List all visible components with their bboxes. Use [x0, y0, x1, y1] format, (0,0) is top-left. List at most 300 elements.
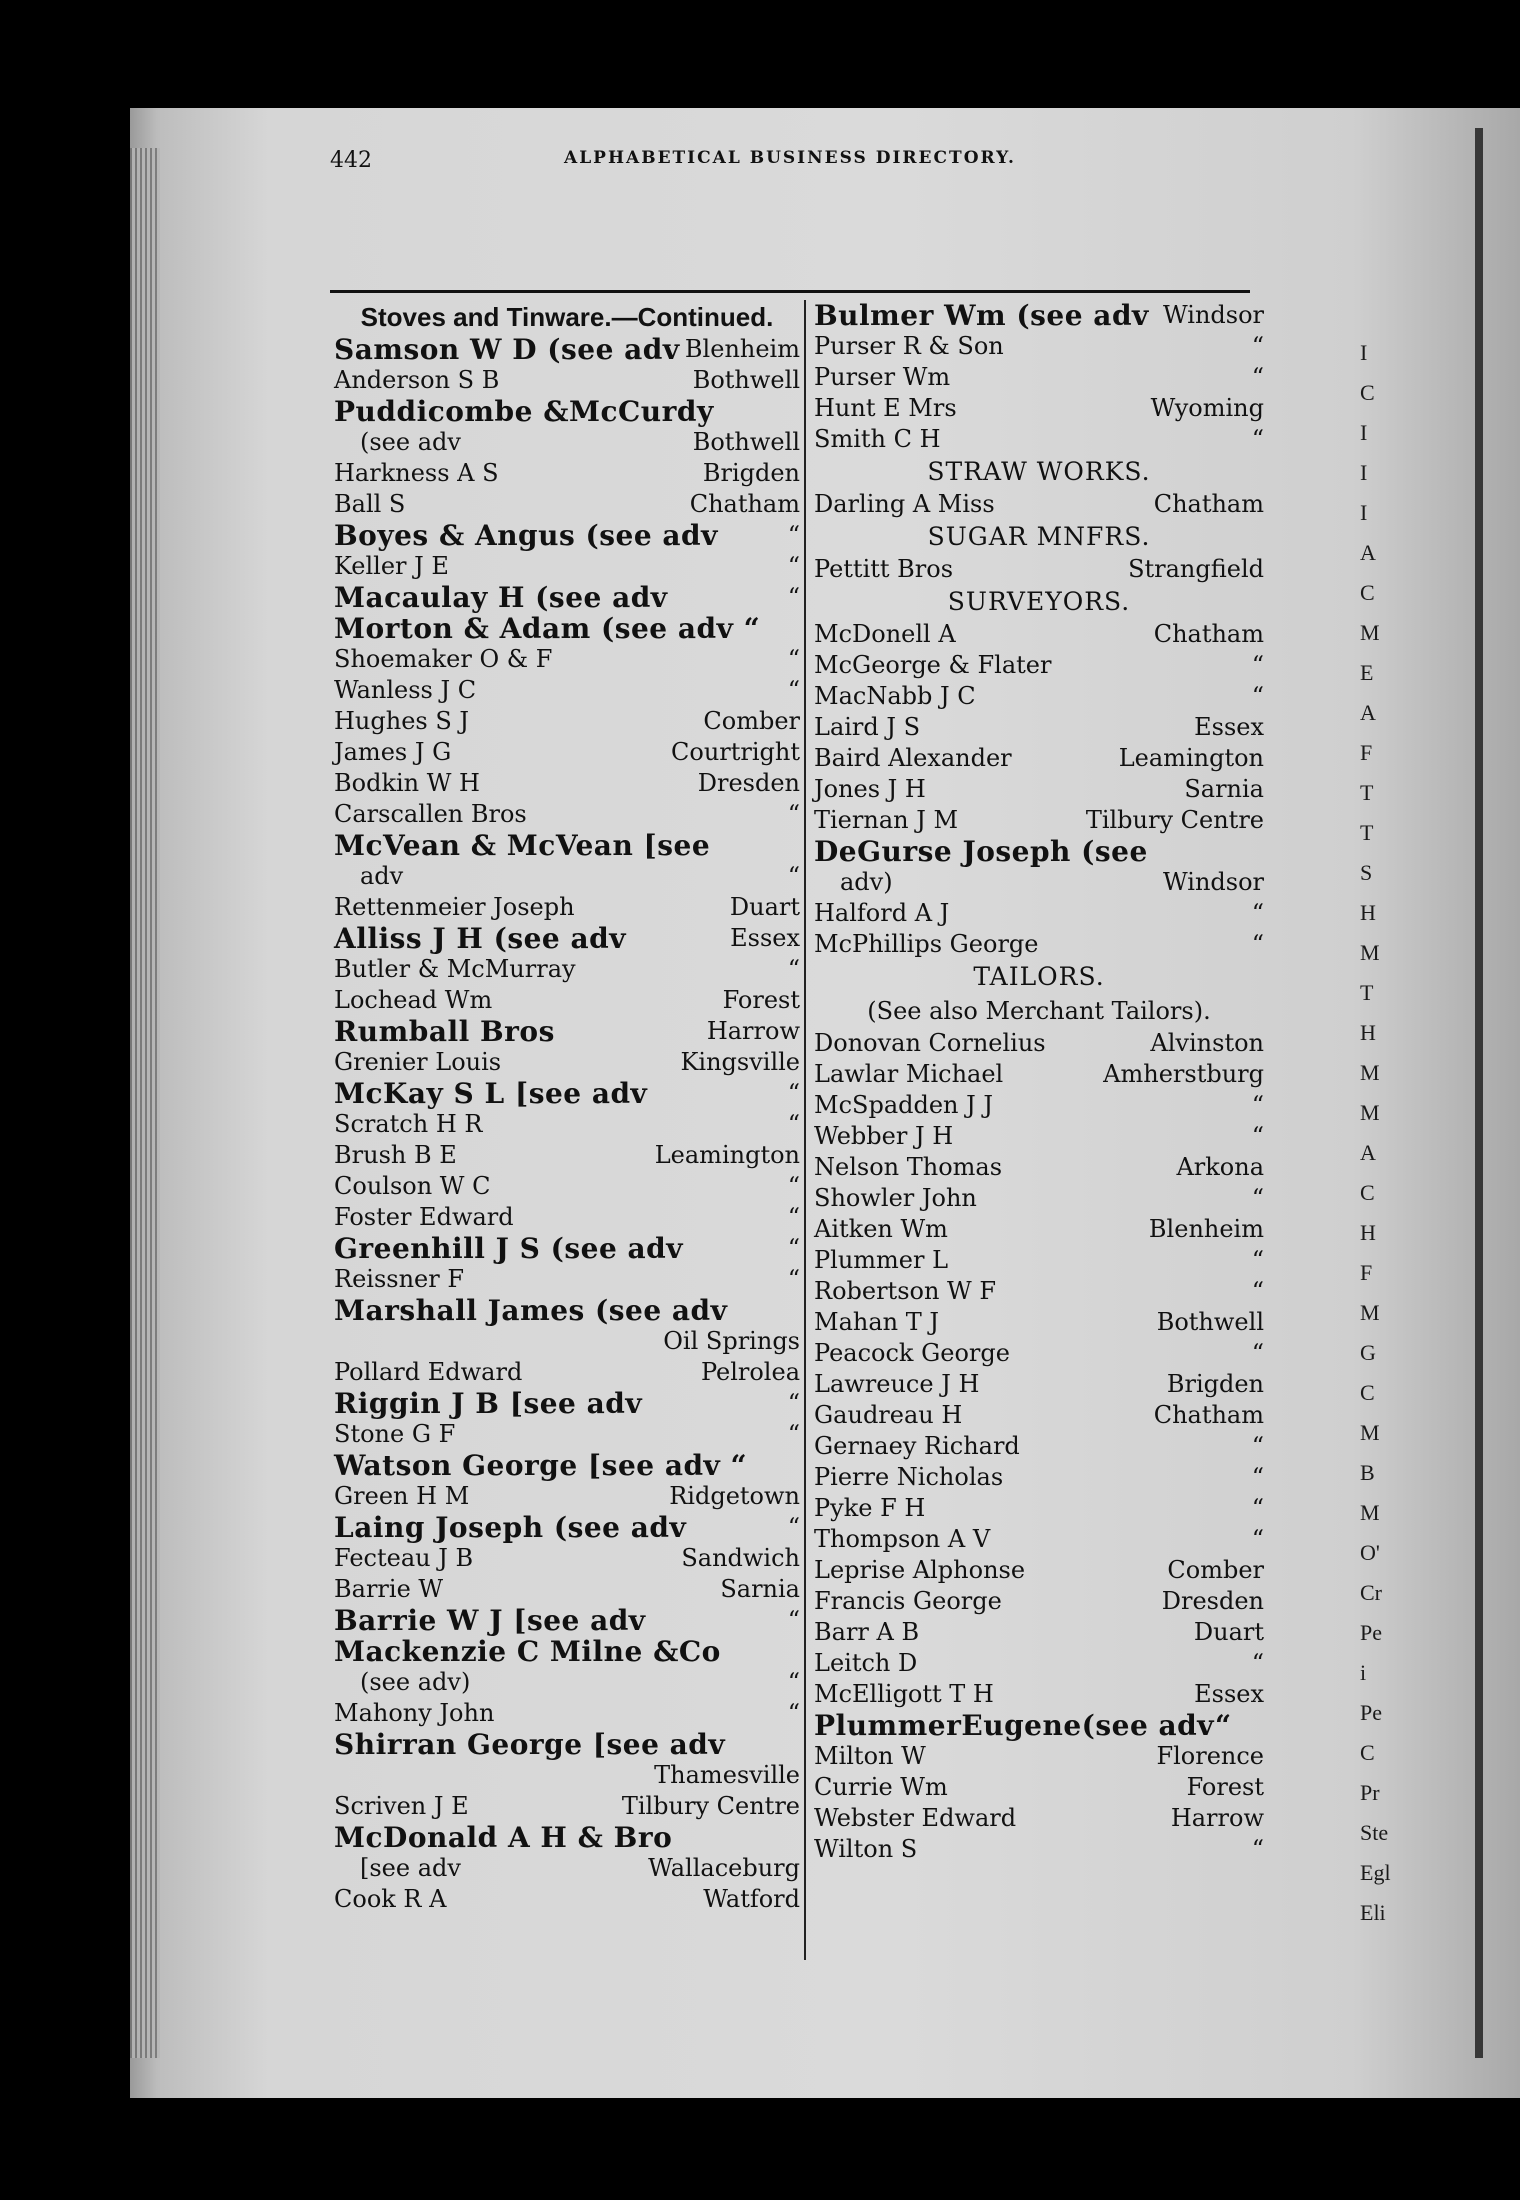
entry-place: “: [1251, 1122, 1264, 1150]
directory-entry: [334, 1574, 800, 1605]
directory-entry: [334, 396, 800, 427]
facing-page-fragment: F: [1360, 1260, 1373, 1285]
facing-page-fragment: C: [1360, 1740, 1375, 1765]
directory-entry: [814, 1772, 1264, 1803]
section-heading: SUGAR MNFRS.: [927, 522, 1151, 551]
entry-place: Bothwell: [692, 366, 800, 394]
entry-name: Nelson Thomas: [814, 1153, 1003, 1181]
facing-page-fragment: M: [1360, 1100, 1380, 1125]
entry-place: “: [1251, 332, 1264, 360]
entry-name: Pettitt Bros: [814, 555, 954, 583]
entry-place: “: [1251, 1835, 1264, 1863]
right-column: [814, 300, 1264, 1865]
entry-place: “: [787, 676, 800, 704]
facing-page-fragment: M: [1360, 1300, 1380, 1325]
directory-entry: [814, 1648, 1264, 1679]
column-divider: [804, 300, 806, 1960]
directory-entry: [334, 644, 800, 675]
entry-name: Leitch D: [814, 1649, 918, 1677]
entry-place: Essex: [1194, 713, 1264, 741]
entry-place: “: [1251, 930, 1264, 958]
directory-entry: [814, 681, 1264, 712]
directory-entry: [814, 1400, 1264, 1431]
entry-name: Donovan Cornelius: [814, 1029, 1046, 1057]
entry-place: Wyoming: [1150, 394, 1264, 422]
entry-name: Carscallen Bros: [334, 800, 527, 828]
entry-place: “: [787, 1079, 800, 1107]
entry-name: McElligott T H: [814, 1680, 994, 1708]
entry-name: Scriven J E: [334, 1792, 469, 1820]
directory-entry: [814, 1245, 1264, 1276]
facing-page-fragment: M: [1360, 940, 1380, 965]
entry-name: adv: [360, 862, 404, 890]
entry-name: Mahony John: [334, 1699, 495, 1727]
entry-place: “: [1251, 1246, 1264, 1274]
entry-place: “: [787, 645, 800, 673]
entry-place: “: [787, 955, 800, 983]
entry-name: Wanless J C: [334, 676, 477, 704]
facing-page-fragment: C: [1360, 1380, 1375, 1405]
entry-name: Purser Wm: [814, 363, 951, 391]
directory-entry: [814, 805, 1264, 836]
facing-page-fragment: M: [1360, 620, 1380, 645]
directory-entry: [334, 582, 800, 613]
entry-name: Coulson W C: [334, 1172, 491, 1200]
directory-entry: [814, 1121, 1264, 1152]
entry-name: Pollard Edward: [334, 1358, 523, 1386]
directory-entry: [334, 489, 800, 520]
directory-entry: [334, 1326, 800, 1357]
entry-place: “: [787, 1699, 800, 1727]
entry-place: Pelrolea: [700, 1358, 800, 1386]
directory-entry: [334, 1822, 800, 1853]
entry-name: Shoemaker O & F: [334, 645, 553, 673]
entry-name: McDonell A: [814, 620, 956, 648]
entry-place: Essex: [1194, 1680, 1264, 1708]
entry-name: Gernaey Richard: [814, 1432, 1020, 1460]
facing-page-fragment: O': [1360, 1540, 1380, 1565]
facing-page-fragment: C: [1360, 380, 1375, 405]
facing-page-fragment: Pe: [1360, 1620, 1382, 1645]
directory-entry: [334, 613, 800, 644]
entry-place: “: [787, 1265, 800, 1293]
directory-entry: [814, 424, 1264, 455]
entry-name: Keller J E: [334, 552, 449, 580]
entry-name: McPhillips George: [814, 930, 1039, 958]
facing-page-fragment: Ste: [1360, 1820, 1389, 1845]
entry-name: Mackenzie C Milne &Co: [334, 1635, 721, 1668]
entry-place: Florence: [1156, 1742, 1264, 1770]
directory-entry: [814, 1803, 1264, 1834]
entry-name: Greenhill J S (see adv: [334, 1232, 684, 1265]
entry-place: “: [1251, 1091, 1264, 1119]
entry-name: Shirran George [see adv: [334, 1728, 726, 1761]
directory-entry: [334, 1729, 800, 1760]
directory-entry: [334, 799, 800, 830]
entry-name: Barrie W J [see adv: [334, 1604, 646, 1637]
facing-page-fragment: C: [1360, 1180, 1375, 1205]
entry-place: Oil Springs: [663, 1327, 800, 1355]
directory-entry: [334, 892, 800, 923]
directory-entry: [334, 1016, 800, 1047]
entry-name: Lochead Wm: [334, 986, 493, 1014]
entry-name: Laing Joseph (see adv: [334, 1511, 687, 1544]
entry-place: Blenheim: [684, 335, 800, 363]
entry-place: Tilbury Centre: [1085, 806, 1264, 834]
facing-page-fragment: H: [1360, 1220, 1376, 1245]
directory-entry: [334, 1419, 800, 1450]
entry-name: Reissner F: [334, 1265, 464, 1293]
entry-place: Chatham: [1153, 1401, 1264, 1429]
entry-name: Barr A B: [814, 1618, 920, 1646]
entry-name: Webster Edward: [814, 1804, 1017, 1832]
directory-entry: [814, 1338, 1264, 1369]
entry-name: Rettenmeier Joseph: [334, 893, 575, 921]
directory-entry: [334, 1233, 800, 1264]
entry-place: Amherstburg: [1103, 1060, 1264, 1088]
directory-entry: [334, 768, 800, 799]
directory-entry: [814, 393, 1264, 424]
entry-name: Brush B E: [334, 1141, 457, 1169]
directory-entry: [334, 427, 800, 458]
entry-place: Harrow: [1170, 1804, 1264, 1832]
entry-place: Sarnia: [1184, 775, 1264, 803]
directory-entry: [814, 774, 1264, 805]
entry-place: Leamington: [1118, 744, 1264, 772]
entry-place: Duart: [1193, 1618, 1264, 1646]
entry-place: Tilbury Centre: [621, 1792, 800, 1820]
entry-name: Jones J H: [814, 775, 926, 803]
directory-entry: [334, 1853, 800, 1884]
entry-place: “: [787, 1110, 800, 1138]
directory-entry: [814, 1679, 1264, 1710]
facing-page-fragment: M: [1360, 1420, 1380, 1445]
entry-name: Stone G F: [334, 1420, 456, 1448]
entry-place: Arkona: [1176, 1153, 1264, 1181]
entry-place: Blenheim: [1148, 1215, 1264, 1243]
entry-name: [see adv: [360, 1854, 461, 1882]
entry-name: Mahan T J: [814, 1308, 939, 1336]
entry-name: McSpadden J J: [814, 1091, 994, 1119]
entry-place: “: [787, 1606, 800, 1634]
entry-place: Alvinston: [1150, 1029, 1264, 1057]
directory-entry: [814, 1431, 1264, 1462]
directory-entry: [814, 489, 1264, 520]
directory-entry: [814, 1834, 1264, 1865]
entry-place: Bothwell: [1156, 1308, 1264, 1336]
entry-place: Leamington: [654, 1141, 800, 1169]
directory-entry: [334, 923, 800, 954]
entry-place: “: [787, 552, 800, 580]
entry-name: McKay S L [see adv: [334, 1077, 648, 1110]
facing-page-fragment: T: [1360, 780, 1374, 805]
page-header: [330, 148, 1250, 182]
entry-name: Morton & Adam (see adv “: [334, 612, 761, 645]
facing-page-fragment: I: [1360, 420, 1368, 445]
entry-name: Aitken Wm: [814, 1215, 948, 1243]
entry-name: McGeorge & Flater: [814, 651, 1052, 679]
directory-entry: [814, 1059, 1264, 1090]
directory-entry: [814, 1183, 1264, 1214]
entry-place: Sandwich: [681, 1544, 800, 1572]
directory-entry: [334, 1667, 800, 1698]
facing-page-fragment: B: [1360, 1460, 1375, 1485]
facing-page-edge: [1360, 0, 1520, 2200]
directory-entry: [814, 619, 1264, 650]
directory-entry: [814, 1586, 1264, 1617]
directory-entry: [334, 1109, 800, 1140]
entry-place: Brigden: [702, 459, 800, 487]
entry-place: “: [787, 1668, 800, 1696]
entry-place: “: [787, 583, 800, 611]
entry-name: DeGurse Joseph (see: [814, 835, 1148, 868]
directory-entry: [334, 706, 800, 737]
entry-name: Fecteau J B: [334, 1544, 474, 1572]
section-heading: STRAW WORKS.: [927, 457, 1151, 486]
directory-entry: [814, 1741, 1264, 1772]
entry-name: Bulmer Wm (see adv: [814, 299, 1149, 332]
directory-entry: [334, 1450, 800, 1481]
entry-place: “: [787, 1389, 800, 1417]
entry-place: Forest: [1186, 1773, 1264, 1801]
entry-place: Essex: [730, 924, 800, 952]
directory-entry: [334, 551, 800, 582]
directory-entry: [814, 898, 1264, 929]
entry-place: “: [787, 1420, 800, 1448]
entry-place: “: [1251, 651, 1264, 679]
directory-entry: [814, 867, 1264, 898]
directory-entry: [334, 334, 800, 365]
facing-page-fragment: M: [1360, 1060, 1380, 1085]
directory-entry: [334, 1171, 800, 1202]
entry-name: Watson George [see adv “: [334, 1449, 748, 1482]
entry-place: Thamesville: [654, 1761, 800, 1789]
entry-place: Dresden: [697, 769, 800, 797]
entry-place: Chatham: [1153, 620, 1264, 648]
directory-entry: [814, 1152, 1264, 1183]
entry-place: “: [787, 862, 800, 890]
entry-place: Chatham: [689, 490, 800, 518]
directory-entry: [334, 1760, 800, 1791]
entry-place: “: [1251, 1432, 1264, 1460]
entry-name: Boyes & Angus (see adv: [334, 519, 718, 552]
directory-entry: [814, 1493, 1264, 1524]
page-edge-stack: [130, 148, 160, 2058]
directory-entry: [334, 1047, 800, 1078]
entry-name: Riggin J B [see adv: [334, 1387, 643, 1420]
entry-name: Hughes S J: [334, 707, 470, 735]
entry-name: Macaulay H (see adv: [334, 581, 668, 614]
entry-name: PlummerEugene(see adv“: [814, 1709, 1232, 1742]
entry-place: “: [1251, 1494, 1264, 1522]
directory-entry: [814, 331, 1264, 362]
entry-name: James J G: [334, 738, 452, 766]
directory-entry: [334, 737, 800, 768]
entry-name: Purser R & Son: [814, 332, 1004, 360]
entry-name: Webber J H: [814, 1122, 954, 1150]
directory-entry: [814, 362, 1264, 393]
facing-page-fragment: T: [1360, 980, 1374, 1005]
section-heading: SURVEYORS.: [947, 587, 1131, 616]
entry-name: Green H M: [334, 1482, 470, 1510]
directory-entry: [814, 929, 1264, 960]
running-title: ALPHABETICAL BUSINESS DIRECTORY.: [564, 148, 1016, 168]
entry-name: Butler & McMurray: [334, 955, 576, 983]
directory-entry: [814, 836, 1264, 867]
entry-name: Laird J S: [814, 713, 921, 741]
facing-page-fragment: Pr: [1360, 1780, 1380, 1805]
directory-entry: [334, 1884, 800, 1915]
facing-page-fragment: T: [1360, 820, 1374, 845]
entry-place: Kingsville: [680, 1048, 800, 1076]
directory-entry: [814, 1090, 1264, 1121]
directory-entry: [814, 1028, 1264, 1059]
entry-name: McDonald A H & Bro: [334, 1821, 673, 1854]
entry-place: “: [1251, 1649, 1264, 1677]
facing-page-fragment: A: [1360, 540, 1376, 565]
facing-page-fragment: F: [1360, 740, 1373, 765]
entry-name: McVean & McVean [see: [334, 829, 711, 862]
directory-entry: [334, 1791, 800, 1822]
entry-name: adv): [840, 868, 893, 896]
entry-name: Barrie W: [334, 1575, 444, 1603]
entry-name: Samson W D (see adv: [334, 333, 680, 366]
entry-name: Alliss J H (see adv: [334, 922, 626, 955]
directory-entry: [334, 458, 800, 489]
directory-entry: [334, 1295, 800, 1326]
facing-page-fragment: Cr: [1360, 1580, 1382, 1605]
directory-entry: [334, 675, 800, 706]
entry-place: Windsor: [1163, 301, 1264, 329]
facing-page-fragment: S: [1360, 860, 1373, 885]
entry-name: Gaudreau H: [814, 1401, 963, 1429]
entry-place: Brigden: [1166, 1370, 1264, 1398]
entry-name: Halford A J: [814, 899, 950, 927]
entry-name: Leprise Alphonse: [814, 1556, 1026, 1584]
directory-entry: [334, 1605, 800, 1636]
section-title: Stoves and Tinware.—Continued.: [360, 302, 774, 332]
directory-entry: [814, 650, 1264, 681]
entry-name: (see adv: [360, 428, 461, 456]
directory-entry: [334, 1481, 800, 1512]
entry-place: Courtright: [671, 738, 800, 766]
directory-entry: [334, 1078, 800, 1109]
entry-place: “: [787, 800, 800, 828]
directory-entry: [334, 985, 800, 1016]
entry-place: “: [787, 1203, 800, 1231]
directory-entry: [814, 1214, 1264, 1245]
entry-place: “: [1251, 899, 1264, 927]
directory-entry: [814, 1307, 1264, 1338]
entry-name: MacNabb J C: [814, 682, 976, 710]
entry-place: Forest: [722, 986, 800, 1014]
entry-name: Robertson W F: [814, 1277, 997, 1305]
directory-entry: [334, 1636, 800, 1667]
entry-place: “: [1251, 363, 1264, 391]
entry-place: Bothwell: [692, 428, 800, 456]
directory-entry: [334, 861, 800, 892]
facing-page-fragment: A: [1360, 1140, 1376, 1165]
entry-name: Grenier Louis: [334, 1048, 502, 1076]
directory-entry: [814, 1710, 1264, 1741]
entry-place: Comber: [703, 707, 800, 735]
entry-place: Comber: [1167, 1556, 1264, 1584]
directory-entry: [334, 1202, 800, 1233]
facing-page-fragment: I: [1360, 500, 1368, 525]
entry-name: Lawreuce J H: [814, 1370, 980, 1398]
directory-entry: [814, 300, 1264, 331]
entry-place: Ridgetown: [669, 1482, 800, 1510]
facing-page-fragment: Pe: [1360, 1700, 1382, 1725]
entry-place: “: [1251, 1184, 1264, 1212]
facing-page-fragment: C: [1360, 580, 1375, 605]
entry-name: Peacock George: [814, 1339, 1010, 1367]
facing-page-fragment: M: [1360, 1500, 1380, 1525]
directory-entry: [334, 954, 800, 985]
directory-entry: [334, 1357, 800, 1388]
directory-entry: [814, 712, 1264, 743]
facing-page-fragment: H: [1360, 1020, 1376, 1045]
entry-name: Scratch H R: [334, 1110, 483, 1138]
entry-place: “: [1251, 1463, 1264, 1491]
facing-page-fragment: E: [1360, 660, 1374, 685]
entry-name: Showler John: [814, 1184, 977, 1212]
section-note: (See also Merchant Tailors).: [867, 997, 1211, 1025]
facing-page-fragment: H: [1360, 900, 1376, 925]
directory-entry: [814, 1462, 1264, 1493]
entry-place: Sarnia: [720, 1575, 800, 1603]
left-column: [334, 300, 800, 1915]
directory-entry: [334, 1543, 800, 1574]
entry-name: Currie Wm: [814, 1773, 948, 1801]
entry-place: Dresden: [1161, 1587, 1264, 1615]
entry-place: Strangfield: [1128, 555, 1264, 583]
entry-name: Smith C H: [814, 425, 941, 453]
entry-place: “: [1251, 1525, 1264, 1553]
entry-name: Francis George: [814, 1587, 1002, 1615]
directory-entry: [334, 1512, 800, 1543]
entry-name: Marshall James (see adv: [334, 1294, 728, 1327]
entry-name: Lawlar Michael: [814, 1060, 1004, 1088]
entry-place: Duart: [729, 893, 800, 921]
directory-entry: [814, 1524, 1264, 1555]
facing-page-fragment: i: [1360, 1660, 1367, 1685]
entry-place: “: [1251, 425, 1264, 453]
entry-name: Tiernan J M: [814, 806, 959, 834]
entry-name: Cook R A: [334, 1885, 447, 1913]
directory-entry: [334, 1140, 800, 1171]
entry-name: Pyke F H: [814, 1494, 926, 1522]
directory-entry: [334, 1698, 800, 1729]
entry-place: Harrow: [706, 1017, 800, 1045]
entry-place: “: [787, 521, 800, 549]
entry-name: Anderson S B: [334, 366, 500, 394]
entry-name: Rumball Bros: [334, 1015, 555, 1048]
entry-place: “: [787, 1172, 800, 1200]
facing-page-fragment: I: [1360, 460, 1368, 485]
directory-entry: [334, 830, 800, 861]
directory-entry: [334, 1264, 800, 1295]
entry-name: Foster Edward: [334, 1203, 514, 1231]
entry-name: Wilton S: [814, 1835, 918, 1863]
entry-name: Plummer L: [814, 1246, 949, 1274]
entry-place: “: [1251, 682, 1264, 710]
entry-name: Bodkin W H: [334, 769, 480, 797]
entry-name: Hunt E Mrs: [814, 394, 957, 422]
entry-name: Darling A Miss: [814, 490, 995, 518]
entry-place: Chatham: [1153, 490, 1264, 518]
facing-page-fragment: Eli: [1360, 1900, 1386, 1925]
